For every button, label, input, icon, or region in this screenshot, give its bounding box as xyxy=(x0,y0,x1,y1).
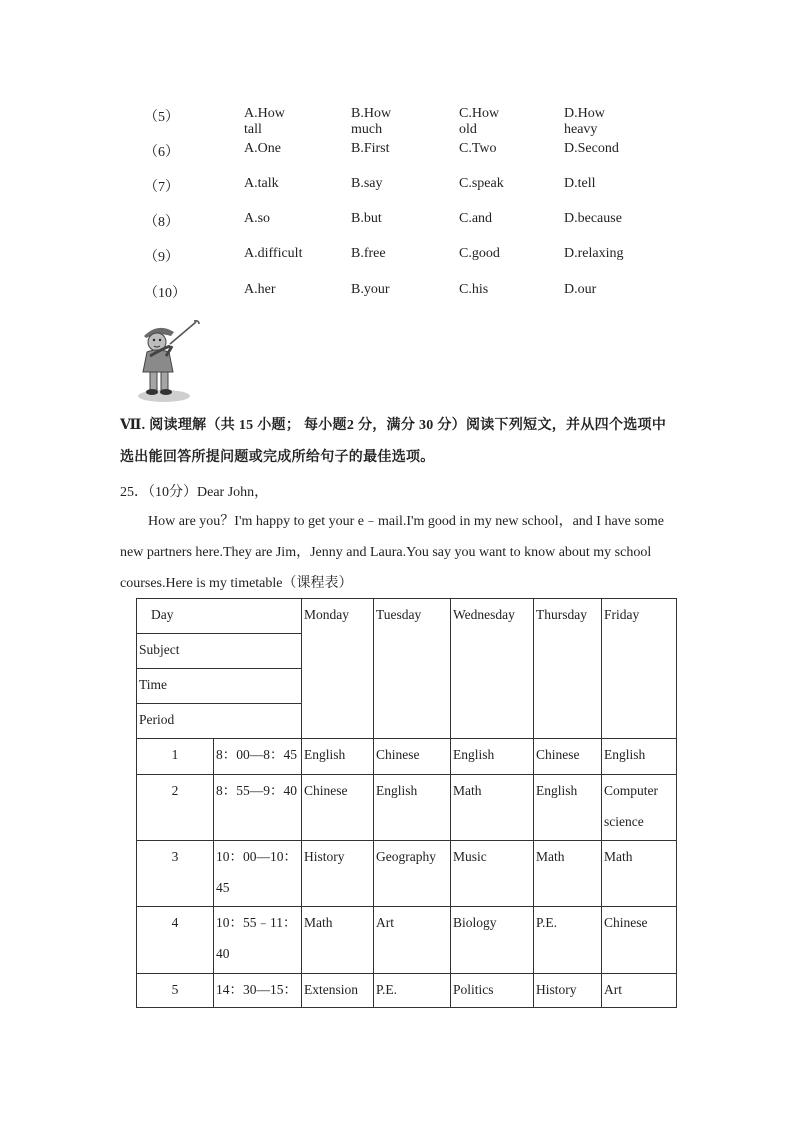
option-a: A.One xyxy=(244,141,281,156)
period-cell: 2 xyxy=(137,775,214,841)
corner-day: Day xyxy=(137,599,302,634)
time-cell: 8：00—8：45 xyxy=(214,739,302,775)
option-b: B.free xyxy=(351,246,386,261)
period-cell: 5 xyxy=(137,974,214,1008)
option-c: C.How old xyxy=(459,106,500,137)
time-cell: 10：00—10：45 xyxy=(214,841,302,907)
option-a: A.her xyxy=(244,282,276,297)
corner-time: Time xyxy=(137,669,302,704)
option-d: D.our xyxy=(564,282,597,297)
question-header: 25．（10分）Dear John， xyxy=(120,485,269,500)
period-cell: 4 xyxy=(137,907,214,974)
day-header: Friday xyxy=(602,599,677,739)
subject-cell: English xyxy=(451,739,534,775)
paragraph-line: new partners here.They are Jim，Jenny and Laura.You say you want to know about my school xyxy=(120,545,652,560)
question-number: （10） xyxy=(144,286,186,301)
subject-cell: P.E. xyxy=(534,907,602,974)
subject-cell: Music xyxy=(451,841,534,907)
table-row xyxy=(137,841,677,907)
option-b: B.How much xyxy=(351,106,392,137)
subject-cell: Extension xyxy=(302,974,374,1008)
subject-cell: English xyxy=(534,775,602,841)
option-d: D.How heavy xyxy=(564,106,605,137)
time-cell: 14：30—15： xyxy=(214,974,302,1008)
subject-cell: Geography xyxy=(374,841,451,907)
question-number: （7） xyxy=(144,180,179,195)
subject-cell: English xyxy=(302,739,374,775)
time-cell: 8：55—9：40 xyxy=(214,775,302,841)
subject-cell: English xyxy=(374,775,451,841)
subject-cell: Politics xyxy=(451,974,534,1008)
option-b: B.your xyxy=(351,282,390,297)
section-heading-line: Ⅶ. 阅读理解（共 15 小题； 每小题2 分，满分 30 分）阅读下列短文，并从四个选项中 xyxy=(120,418,667,433)
option-d: D.because xyxy=(564,211,622,226)
section-heading-line: 选出能回答所提问题或完成所给句子的最佳选项。 xyxy=(120,450,435,465)
subject-cell: Math xyxy=(451,775,534,841)
subject-cell: Chinese xyxy=(374,739,451,775)
option-b: B.First xyxy=(351,141,390,156)
timetable xyxy=(136,598,677,1008)
option-d: D.tell xyxy=(564,176,596,191)
option-c: C.and xyxy=(459,211,493,226)
subject-cell: P.E. xyxy=(374,974,451,1008)
option-d: D.relaxing xyxy=(564,246,624,261)
time-cell: 10：55﹣11：40 xyxy=(214,907,302,974)
subject-cell: Math xyxy=(602,841,677,907)
question-number: （6） xyxy=(144,145,179,160)
golfer-illustration xyxy=(130,318,202,404)
day-header: Monday xyxy=(302,599,374,739)
subject-cell: Math xyxy=(534,841,602,907)
option-c: C.Two xyxy=(459,141,497,156)
question-number: （9） xyxy=(144,250,179,265)
section-heading xyxy=(120,410,676,474)
question-number: （8） xyxy=(144,215,179,230)
option-b: B.say xyxy=(351,176,383,191)
table-row xyxy=(137,775,677,841)
subject-cell: History xyxy=(302,841,374,907)
paragraph-text: How are you？I'm happy to get your e﹣mail.I'm good in my new school，and I have some xyxy=(148,514,664,529)
option-a: A.so xyxy=(244,211,271,226)
subject-cell: English xyxy=(602,739,677,775)
subject-cell: History xyxy=(534,974,602,1008)
table-row xyxy=(137,907,677,974)
paragraph-line xyxy=(120,506,676,537)
subject-cell: Chinese xyxy=(534,739,602,775)
subject-cell: Chinese xyxy=(602,907,677,974)
day-header: Wednesday xyxy=(451,599,534,739)
option-d: D.Second xyxy=(564,141,619,156)
corner-period: Period xyxy=(137,704,302,739)
period-cell: 3 xyxy=(137,841,214,907)
subject-cell: Computer science xyxy=(602,775,677,841)
subject-cell: Art xyxy=(374,907,451,974)
table-row xyxy=(137,974,677,1008)
subject-cell: Math xyxy=(302,907,374,974)
subject-cell: Chinese xyxy=(302,775,374,841)
option-c: C.his xyxy=(459,282,489,297)
subject-cell: Art xyxy=(602,974,677,1008)
day-header: Tuesday xyxy=(374,599,451,739)
option-b: B.but xyxy=(351,211,382,226)
option-a: A.How tall xyxy=(244,106,285,137)
question-number: （5） xyxy=(144,110,179,125)
period-cell: 1 xyxy=(137,739,214,775)
option-a: A.talk xyxy=(244,176,279,191)
option-c: C.good xyxy=(459,246,500,261)
option-a: A.difficult xyxy=(244,246,303,261)
corner-subject: Subject xyxy=(137,634,302,669)
option-c: C.speak xyxy=(459,176,504,191)
day-header: Thursday xyxy=(534,599,602,739)
subject-cell: Biology xyxy=(451,907,534,974)
paragraph-line: courses.Here is my timetable（课程表） xyxy=(120,576,353,591)
table-row xyxy=(137,739,677,775)
letter-paragraph xyxy=(120,506,676,599)
